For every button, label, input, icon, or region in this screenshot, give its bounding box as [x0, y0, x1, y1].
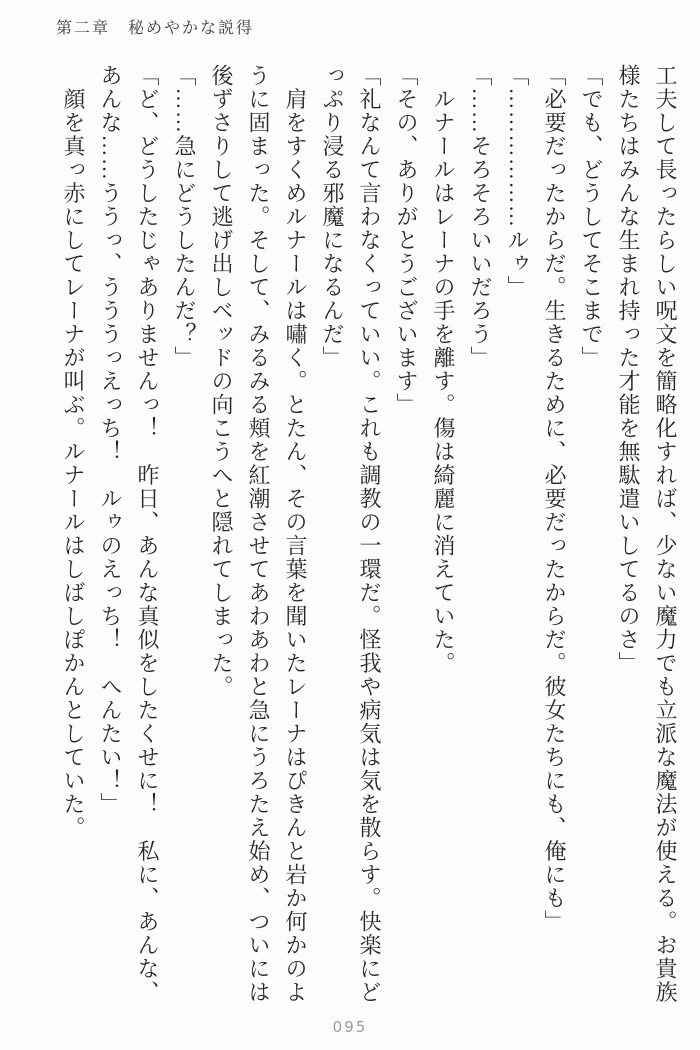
text-column: うに固まった。そして、みるみる頬を紅潮させてあわあわと急にうろたえ始め、ついには — [246, 64, 271, 1004]
text-column: 「その、ありがとうございます」 — [394, 64, 419, 417]
text-column: 後ずさりして逃げ出しベッドの向こうへと隠れてしまった。 — [209, 64, 234, 699]
text-column: っぷり浸る邪魔になるんだ」 — [320, 64, 345, 370]
text-column: 工夫して長ったらしい呪文を簡略化すれば、少ない魔力でも立派な魔法が使える。お貴族 — [653, 64, 678, 1004]
text-column: 「礼なんて言わなくっていい。これも調教の一環だ。怪我や病気は気を散らす。快楽にど — [357, 64, 382, 1004]
text-column: 「……そろそろいいだろう」 — [468, 64, 493, 370]
text-column: 「必要だったからだ。生きるために、必要だったからだ。彼女たちにも、俺にも」 — [542, 64, 567, 934]
text-column: 「……急にどうしたんだ？」 — [172, 64, 197, 370]
text-column: 様たちはみんな生まれ持った才能を無駄遣いしてるのさ」 — [616, 64, 641, 675]
text-column: あんな……ううっ、うううっえっち！ ルゥのえっち！ へんたい！」 — [98, 64, 123, 816]
text-column: 「でも、どうしてそこまで」 — [579, 64, 604, 370]
text-column: 肩をすくめルナールは嘯く。とたん、その言葉を聞いたレーナはぴきんと岩か何かのよ — [283, 64, 308, 1004]
chapter-running-head: 第二章 秘めやかな説得 — [56, 20, 255, 37]
novel-text-block — [55, 64, 684, 1010]
text-column: 「………………ルゥ」 — [505, 64, 530, 299]
text-column: 顔を真っ赤にしてレーナが叫ぶ。ルナールはしばしぽかんとしていた。 — [61, 64, 86, 840]
page-number: 095 — [332, 1018, 368, 1036]
text-column: ルナールはレーナの手を離す。傷は綺麗に消えていた。 — [431, 64, 456, 675]
text-column: 「ど、どうしたじゃありませんっ！ 昨日、あんな真似をしたくせに！ 私に、あんな、 — [135, 64, 160, 1004]
